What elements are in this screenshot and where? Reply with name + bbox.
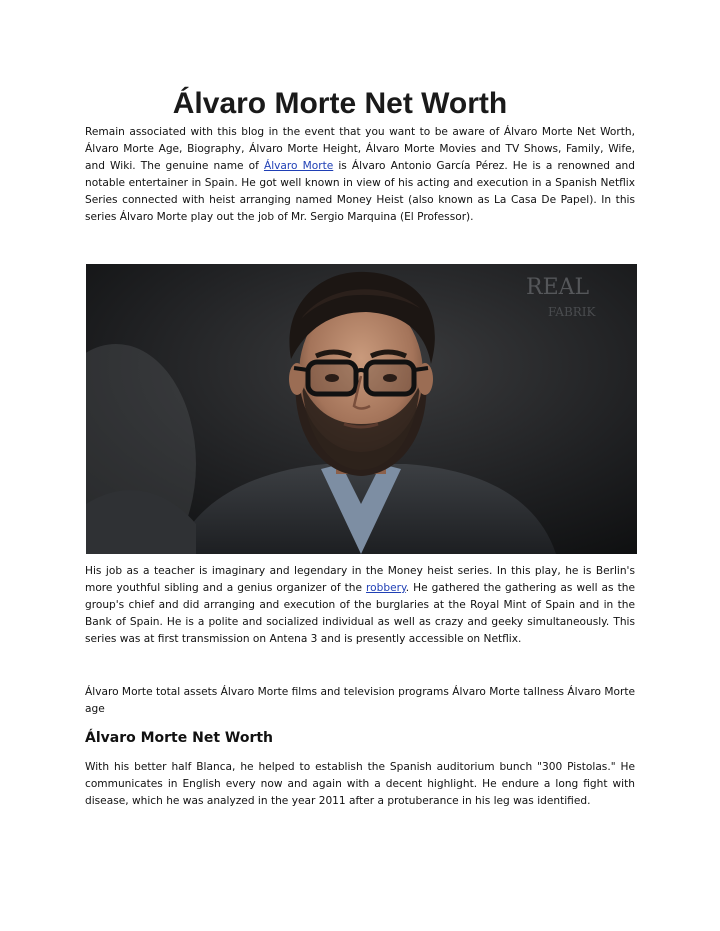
page-title: Álvaro Morte Net Worth [172,87,508,120]
net-worth-paragraph: With his better half Blanca, he helped to establish the Spanish auditorium bunch "300 Pistolas." He communicates in English every now and again with a decent highlight. He endure a long fight with disease, which he was analyzed in the year 2011 after a protuberance in his leg was identified. [85,761,635,807]
role-paragraph [85,563,635,648]
intro-text-end: is Álvaro Antonio García Pérez. He is a renowned and notable entertainer in Spain. He got well known in view of his acting and execution in a Spanish Netflix Series connected with heist arranging named Money Heist (also known as La Casa De Papel). In this series Álvaro Morte play out the job of Mr. Sergio Marquina (El Professor). [85,160,635,223]
role-text-start: His job as a teacher is imaginary and legendary in the Money heist series. In this play, he is Berlin's more youthful sibling and a genius organizer of the [85,565,635,594]
net-worth-heading: Álvaro Morte Net Worth [85,730,274,746]
portrait-photo [86,264,637,554]
intro-paragraph [85,124,635,226]
background-text-fabrik: FABRIK [548,305,596,319]
role-text-end: . He gathered the gathering as well as the group's chief and did arranging and execution of the burglaries at the Royal Mint of Spain and in the Bank of Spain. He is a polite and socialized individual as well as crazy and geeky simultaneously. This series was at first transmission on Antena 3 and is presently accessible on Netflix. [85,582,635,645]
alvaro-morte-link[interactable]: Álvaro Morte [263,160,334,172]
portrait-illustration [86,264,637,554]
background-text-real: REAL [526,275,590,300]
intro-text-start: Remain associated with this blog in the event that you want to be aware of Álvaro Morte Net Worth, Álvaro Morte Age, Biography, Álvaro Morte Height, Álvaro Morte Movies and TV Shows, Family, Wife, and Wiki. The genuine name of [85,126,635,172]
keywords-paragraph: Álvaro Morte total assets Álvaro Morte films and television programs Álvaro Morte tallness Álvaro Morte age [85,686,635,715]
robbery-link[interactable]: robbery [366,582,406,594]
